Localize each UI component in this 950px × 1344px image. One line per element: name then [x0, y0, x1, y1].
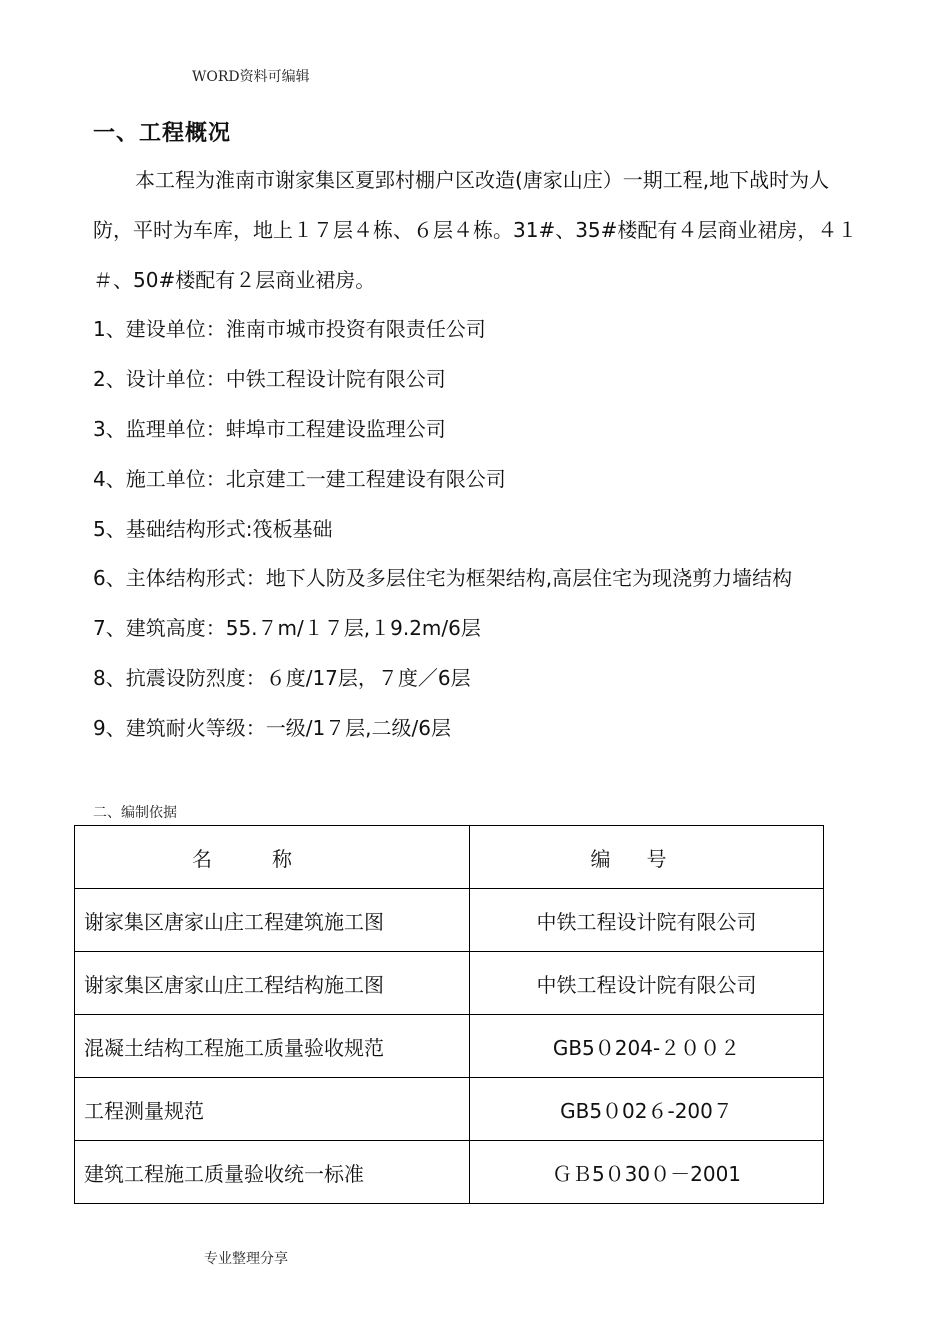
overview-item-construction-unit: 1、建设单位：淮南市城市投资有限责任公司 [93, 317, 486, 342]
table-cell-name: 谢家集区唐家山庄工程结构施工图 [75, 952, 470, 1015]
page-header-note: WORD资料可编辑 [192, 69, 310, 85]
table-row [75, 889, 824, 952]
section-heading-overview: 一、工程概况 [93, 121, 232, 146]
page-footer-note: 专业整理分享 [204, 1251, 288, 1267]
table-cell-code: ＧＢ5０30０－2001 [470, 1141, 824, 1204]
table-cell-name: 工程测量规范 [75, 1078, 470, 1141]
table-cell-code: GB5０02６-200７ [470, 1078, 824, 1141]
table-cell-code: 中铁工程设计院有限公司 [470, 952, 824, 1015]
overview-item-seismic-intensity: 8、抗震设防烈度：６度/17层，７度／6层 [93, 665, 471, 690]
table-cell-code: 中铁工程设计院有限公司 [470, 889, 824, 952]
overview-item-contractor: 4、施工单位：北京建工一建工程建设有限公司 [93, 466, 506, 491]
table-header-name: 名称 [75, 826, 470, 889]
overview-item-main-structure: 6、主体结构形式：地下人防及多层住宅为框架结构,高层住宅为现浇剪力墙结构 [93, 566, 793, 591]
table-cell-name: 谢家集区唐家山庄工程建筑施工图 [75, 889, 470, 952]
overview-intro-paragraph: 本工程为淮南市谢家集区夏郢村棚户区改造(唐家山庄）一期工程,地下战时为人防，平时为车库，地上１７层４栋、６层４栋。31#、35#楼配有４层商业裙房，４１＃、50#楼配有２层商业裙房。 [93, 168, 858, 292]
overview-body [93, 156, 863, 754]
table-cell-name: 建筑工程施工质量验收统一标准 [75, 1141, 470, 1204]
basis-table [74, 825, 824, 1204]
overview-item-building-height: 7、建筑高度：55.７m/１７层,１9.2m/6层 [93, 616, 481, 641]
table-header-row [75, 826, 824, 889]
table-row [75, 952, 824, 1015]
table-row [75, 1141, 824, 1204]
table-row [75, 1078, 824, 1141]
table-header-code: 编号 [470, 826, 824, 889]
overview-item-supervision-unit: 3、监理单位：蚌埠市工程建设监理公司 [93, 416, 446, 441]
overview-item-foundation-type: 5、基础结构形式:筏板基础 [93, 516, 333, 541]
overview-item-design-unit: 2、设计单位：中铁工程设计院有限公司 [93, 367, 446, 392]
section-heading-basis: 二、编制依据 [93, 805, 177, 821]
overview-item-fire-resistance: 9、建筑耐火等级：一级/1７层,二级/6层 [93, 715, 452, 740]
table-row [75, 1015, 824, 1078]
table-cell-name: 混凝土结构工程施工质量验收规范 [75, 1015, 470, 1078]
table-cell-code: GB5０204-２００２ [470, 1015, 824, 1078]
